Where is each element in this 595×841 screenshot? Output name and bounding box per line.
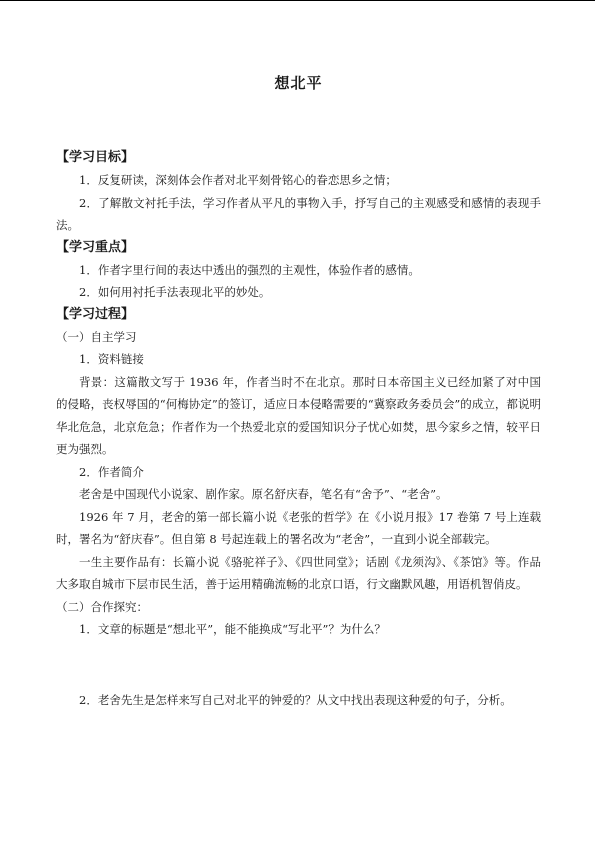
self-study-label: （一）自主学习 [56, 329, 137, 344]
background-paragraph: 背景：这篇散文写于 1936 年，作者当时不在北京。那时日本帝国主义已经加紧了对中国的侵略，丧权辱国的“何梅协定”的签订，适应日本侵略需要的“冀察政务委员会”的成立，都说明华北危急，北京危急；作者作为一个热爱北京的爱国知识分子忧心如焚，思今家乡之情，较平日更为强烈。 [56, 374, 541, 456]
question-2: 2．老舍先生是怎样来写自己对北平的钟爱的？从文中找出表现这种爱的句子，分析。 [79, 692, 512, 707]
header-rule [0, 0, 595, 1]
materials-link-title: 1．资料链接 [79, 352, 144, 366]
author-paragraph-2: 1926 年 7 月，老舍的第一部长篇小说《老张的哲学》在《小说月报》17 卷第 7 号上连载时，署名为“舒庆春”。但自第 8 号起连载上的署名改为“老舍”，一直到小说全部载完。 [56, 509, 541, 546]
answer-space-1 [56, 641, 541, 689]
learning-goals-heading: 【学习目标】 [56, 150, 135, 165]
author-paragraph-3: 一生主要作品有：长篇小说《骆驼祥子》、《四世同堂》；话剧《龙须沟》、《茶馆》等。作品大多取自城市下层市民生活，善于运用精确流畅的北京口语，行文幽默风趣，用语机智俏皮。 [56, 554, 541, 591]
goal-item-1: 1．反复研读，深刻体会作者对北平刻骨铭心的眷恋思乡之情； [79, 173, 397, 187]
key-point-item-2: 2．如何用衬托手法表现北平的妙处。 [79, 285, 271, 299]
key-points-section [56, 237, 541, 304]
learning-goals-section [56, 147, 541, 237]
author-intro-title: 2．作者简介 [79, 464, 144, 479]
goal-item-2: 2．了解散文衬托手法，学习作者从平凡的事物入手，抒写自己的主观感受和感情的表现手法。 [56, 195, 541, 232]
key-points-heading: 【学习重点】 [56, 239, 135, 255]
learning-process-section [56, 304, 541, 712]
learning-process-heading: 【学习过程】 [56, 306, 135, 322]
question-1: 1．文章的标题是“想北平”，能不能换成“写北平”？为什么？ [79, 622, 386, 636]
key-point-item-1: 1．作者字里行间的表达中透出的强烈的主观性，体验作者的感情。 [79, 262, 420, 277]
document-title: 想北平 [274, 74, 323, 92]
document-page [56, 72, 541, 711]
author-paragraph-1: 老舍是中国现代小说家、剧作家。原名舒庆春，笔名有“舍予”、“老舍”。 [79, 487, 448, 501]
cooperative-inquiry-label: （二）合作探究： [56, 599, 148, 614]
